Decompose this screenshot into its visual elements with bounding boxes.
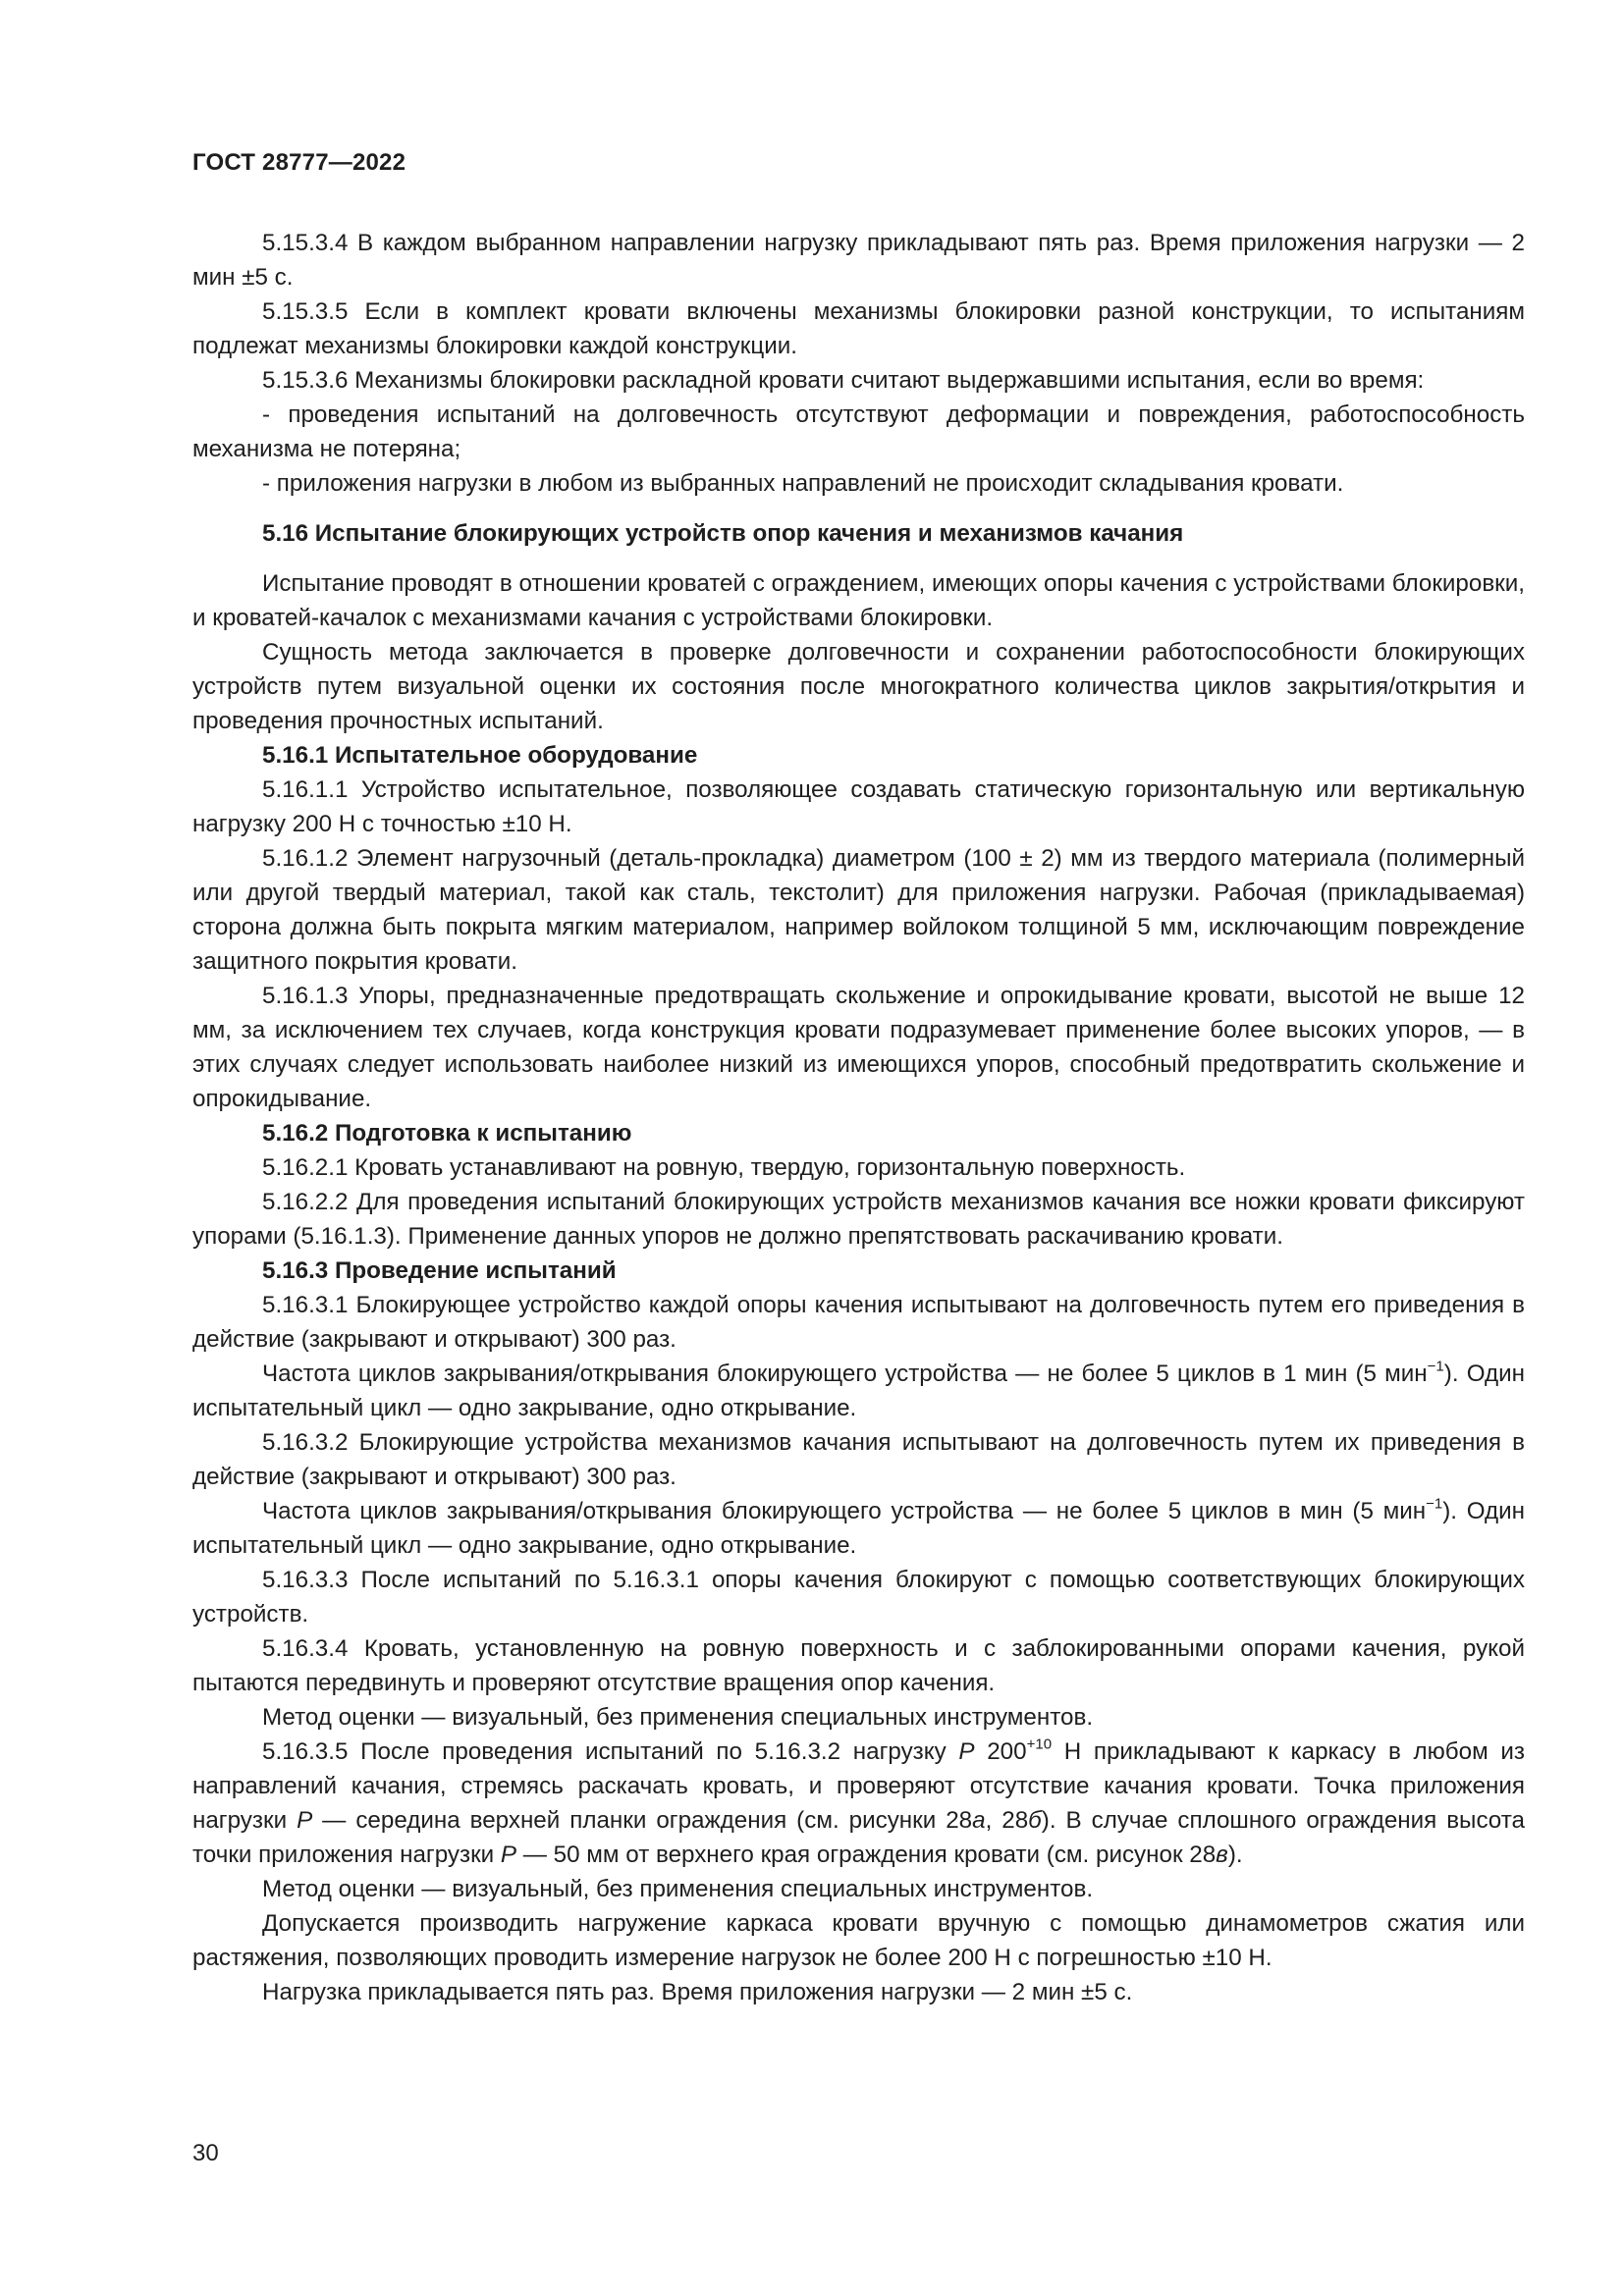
paragraph-method-essence: Сущность метода заключается в проверке долговечности и сохранении работоспособности блокирующих устройств путем визуальной оценки их состояния после многократного количества циклов закрытия/открытия и проведения прочностных испытаний. [192,639,1525,734]
paragraph-manual-loading: Допускается производить нагружение каркаса кровати вручную с помощью динамометров сжатия или растяжения, позволяющих проводить измерение нагрузок не более 200 Н с погрешностью ±10 Н. [192,1910,1525,1971]
paragraph-5-16-1-2: 5.16.1.2 Элемент нагрузочный (деталь-прокладка) диаметром (100 ± 2) мм из твердого материала (полимерный или другой твердый материал, такой как сталь, текстолит) для приложения нагрузки. Рабочая (прикладываемая) сторона должна быть покрыта мягким материалом, например войлоком толщиной 5 мм, исключающим повреждение защитного покрытия кровати. [192,845,1525,975]
paragraph-5-16-3-1: 5.16.3.1 Блокирующее устройство каждой опоры качения испытывают на долговечность путем его приведения в действие (закрывают и открывают) 300 раз. [192,1292,1525,1353]
text-run: Частота циклов закрывания/открывания блокирующего устройства — не более 5 циклов в мин (5 мин [262,1498,1427,1524]
italic-symbol: P [297,1807,313,1834]
paragraph-5-16-3-5 [192,1735,1525,1872]
paragraph-5-16-2-2: 5.16.2.2 Для проведения испытаний блокирующих устройств механизмов качания все ножки кровати фиксируют упорами (5.16.1.3). Применение данных упоров не должно препятствовать раскачиванию кровати. [192,1189,1525,1250]
list-item-load: - приложения нагрузки в любом из выбранных направлений не происходит складывания кровати. [262,470,1344,497]
paragraph-cycle-frequency-2 [192,1494,1525,1563]
text-run: 200 [974,1738,1027,1765]
list-item-durability: - проведения испытаний на долговечность отсутствуют деформации и повреждения, работоспособность механизма не потеряна; [192,401,1525,462]
text-run: Частота циклов закрывания/открывания блокирующего устройства — не более 5 циклов в 1 мин (5 мин [262,1361,1428,1387]
paragraph-5-16-3-3: 5.16.3.3 После испытаний по 5.16.3.1 опоры качения блокируют с помощью соответствующих блокирующих устройств. [192,1567,1525,1628]
paragraph-load-repetition: Нагрузка прикладывается пять раз. Время приложения нагрузки — 2 мин ±5 с. [262,1979,1133,2005]
text-run: — 50 мм от верхнего края ограждения кровати (см. рисунок 28 [516,1842,1217,1868]
paragraph-scope: Испытание проводят в отношении кроватей с ограждением, имеющих опоры качения с устройствами блокировки, и кроватей-качалок с механизмами качания с устройствами блокировки. [192,570,1525,631]
superscript: −1 [1427,1358,1444,1375]
italic-symbol: P [500,1842,517,1868]
section-heading-5-16: 5.16 Испытание блокирующих устройств опор качения и механизмов качания [262,520,1184,547]
paragraph-5-16-1-1: 5.16.1.1 Устройство испытательное, позволяющее создавать статическую горизонтальную или вертикальную нагрузку 200 Н с точностью ±10 Н. [192,776,1525,837]
superscript: −1 [1426,1495,1443,1513]
superscript: +10 [1026,1735,1053,1753]
paragraph-5-16-3-4: 5.16.3.4 Кровать, установленную на ровную поверхность и с заблокированными опорами качения, рукой пытаются передвинуть и проверяют отсутствие вращения опор качения. [192,1635,1525,1696]
document-header: ГОСТ 28777—2022 [192,149,406,176]
text-run: , 28 [985,1807,1029,1834]
italic-letter: б [1028,1807,1042,1834]
paragraph-5-16-1-3: 5.16.1.3 Упоры, предназначенные предотвращать скольжение и опрокидывание кровати, высотой не выше 12 мм, за исключением тех случаев, когда конструкция кровати подразумевает применение более высоких упоров, — в этих случаях следует использовать наиболее низкий из имеющихся упоров, способный предотвратить скольжение и опрокидывание. [192,983,1525,1112]
text-run: ). [1227,1842,1243,1868]
text-run: — середина верхней планки ограждения (см. рисунки 28 [312,1807,973,1834]
paragraph-5-15-3-6: 5.15.3.6 Механизмы блокировки раскладной кровати считают выдержавшими испытания, если во время: [262,367,1425,394]
text-run: 5.16.3.5 После проведения испытаний по 5.16.3.2 нагрузку [262,1738,959,1765]
document-body [192,226,1525,2009]
paragraph-5-16-2-1: 5.16.2.1 Кровать устанавливают на ровную, твердую, горизонтальную поверхность. [262,1154,1186,1181]
paragraph-5-15-3-5: 5.15.3.5 Если в комплект кровати включены механизмы блокировки разной конструкции, то испытаниям подлежат механизмы блокировки каждой конструкции. [192,298,1525,359]
paragraph-5-16-3-2: 5.16.3.2 Блокирующие устройства механизмов качания испытывают на долговечность путем их приведения в действие (закрывают и открывают) 300 раз. [192,1429,1525,1490]
paragraph-evaluation-method-2: Метод оценки — визуальный, без применения специальных инструментов. [262,1876,1094,1902]
text-run: Н прикладывают к каркасу в любом из направлений качания, стремясь раскачать кровать, и проверяют отсутствие качания кровати. Точка приложения нагрузки [192,1738,1526,1834]
subsection-heading-5-16-3: 5.16.3 Проведение испытаний [262,1257,617,1284]
text-run: ). Один испытательный цикл — одно закрывание, одно открывание. [192,1498,1525,1559]
paragraph-evaluation-method-1: Метод оценки — визуальный, без применения специальных инструментов. [262,1704,1094,1731]
paragraph-cycle-frequency-1 [192,1357,1525,1425]
subsection-heading-5-16-1: 5.16.1 Испытательное оборудование [262,742,698,769]
subsection-heading-5-16-2: 5.16.2 Подготовка к испытанию [262,1120,632,1147]
italic-letter: а [972,1807,986,1834]
text-run: ). Один испытательный цикл — одно закрывание, одно открывание. [192,1361,1526,1421]
text-run: ). В случае сплошного ограждения высота точки приложения нагрузки [192,1807,1525,1868]
paragraph-5-15-3-4: 5.15.3.4 В каждом выбранном направлении нагрузку прикладывают пять раз. Время приложения нагрузки — 2 мин ±5 с. [192,230,1525,291]
italic-letter: в [1216,1842,1228,1868]
italic-symbol: P [958,1738,975,1765]
page-number: 30 [192,2140,219,2166]
